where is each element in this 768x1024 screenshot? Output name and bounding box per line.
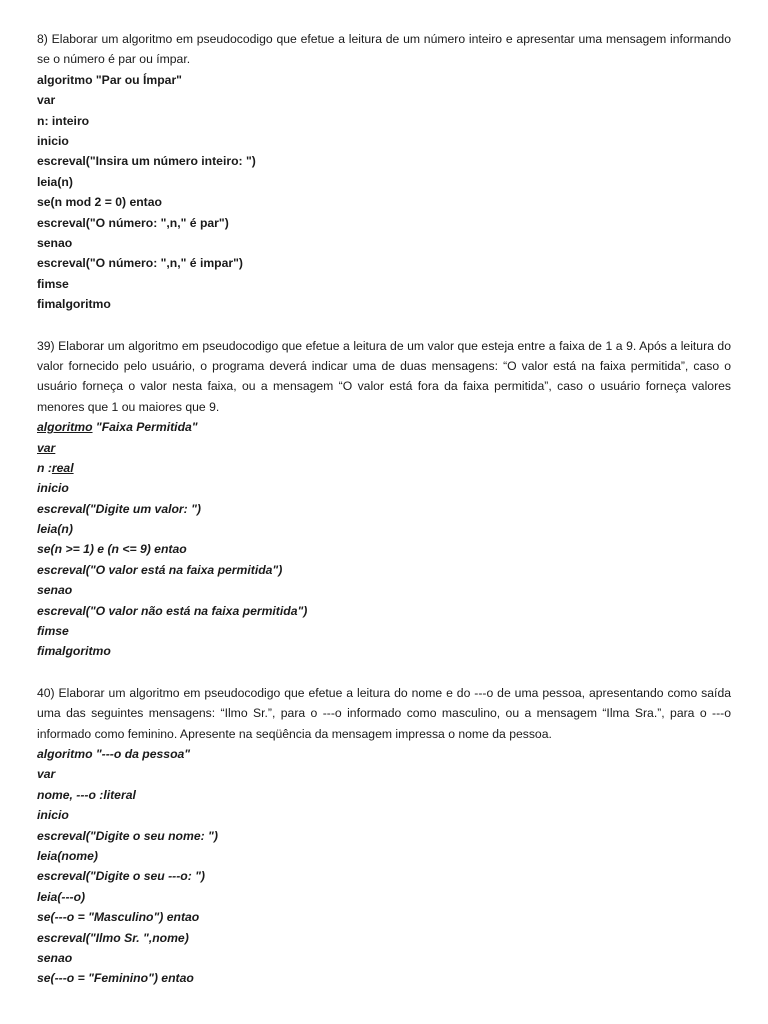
code-line: var bbox=[37, 767, 56, 782]
code-line: se(---o = "Feminino") entao bbox=[37, 971, 194, 986]
code-keyword: var bbox=[37, 440, 56, 455]
code-line: inicio bbox=[37, 808, 69, 823]
code-line: algoritmo "Par ou Ímpar" bbox=[37, 72, 182, 87]
code-line: escreval("O valor está na faixa permitida") bbox=[37, 562, 283, 577]
code-line bbox=[37, 417, 731, 437]
question-8 bbox=[37, 29, 731, 315]
code-line: n: inteiro bbox=[37, 113, 90, 128]
code-line bbox=[37, 438, 731, 458]
code-line: se(n >= 1) e (n <= 9) entao bbox=[37, 542, 187, 557]
code-line: escreval("Digite um valor: ") bbox=[37, 501, 201, 516]
code-line: escreval("Insira um número inteiro: ") bbox=[37, 154, 256, 169]
question-8-statement: 8) Elaborar um algoritmo em pseudocodigo que efetue a leitura de um número inteiro e apresentar uma mensagem informando se o número é par ou ímpar. bbox=[37, 32, 731, 67]
code-line: algoritmo "---o da pessoa" bbox=[37, 747, 191, 762]
section-gap bbox=[37, 315, 731, 336]
code-line: fimalgoritmo bbox=[37, 297, 111, 312]
question-8-code bbox=[37, 70, 731, 315]
code-line: escreval("Digite o seu ---o: ") bbox=[37, 869, 205, 884]
code-line: inicio bbox=[37, 133, 69, 148]
code-line: senao bbox=[37, 583, 73, 598]
question-39-code bbox=[37, 417, 731, 662]
document-page bbox=[37, 29, 731, 989]
code-line: escreval("Ilmo Sr. ",nome) bbox=[37, 930, 189, 945]
code-line: escreval("O número: ",n," é impar") bbox=[37, 256, 243, 271]
code-line: var bbox=[37, 93, 56, 108]
code-line: senao bbox=[37, 235, 73, 250]
question-40-statement: 40) Elaborar um algoritmo em pseudocodigo que efetue a leitura do nome e do ---o de uma pessoa, apresentando como saída uma das seguintes mensagens: “Ilmo Sr.”, para o ---o informado como masculino, ou a mensagem “Ilma Sra.”, para o ---o informado como feminino. Apresente na seqüência da mensagem impressa o nome da pessoa. bbox=[37, 685, 731, 741]
section-gap bbox=[37, 662, 731, 683]
code-line: leia(nome) bbox=[37, 848, 98, 863]
code-line: nome, ---o :literal bbox=[37, 787, 136, 802]
code-line: se(n mod 2 = 0) entao bbox=[37, 195, 162, 210]
code-keyword: algoritmo bbox=[37, 420, 93, 435]
question-40-code bbox=[37, 744, 731, 989]
code-text: "Faixa Permitida" bbox=[92, 420, 198, 435]
code-keyword: real bbox=[51, 460, 74, 475]
code-line: escreval("Digite o seu nome: ") bbox=[37, 828, 218, 843]
code-line: escreval("O número: ",n," é par") bbox=[37, 215, 229, 230]
code-line: fimse bbox=[37, 276, 69, 291]
code-line: fimalgoritmo bbox=[37, 644, 111, 659]
code-line: escreval("O valor não está na faixa permitida") bbox=[37, 603, 308, 618]
code-line: leia(n) bbox=[37, 174, 73, 189]
code-line bbox=[37, 458, 731, 478]
code-text: n : bbox=[37, 460, 52, 475]
code-line: fimse bbox=[37, 624, 69, 639]
code-line: se(---o = "Masculino") entao bbox=[37, 910, 200, 925]
question-39 bbox=[37, 336, 731, 662]
question-39-statement: 39) Elaborar um algoritmo em pseudocodigo que efetue a leitura de um valor que esteja entre a faixa de 1 a 9. Após a leitura do valor fornecido pelo usuário, o programa deverá indicar uma de duas mensagens: “O valor está na faixa permitida”, caso o usuário forneça o valor nesta faixa, ou a mensagem “O valor está fora da faixa permitida”, caso o usuário forneça valores menores que 1 ou maiores que 9. bbox=[37, 338, 731, 414]
question-40 bbox=[37, 683, 731, 989]
code-line: inicio bbox=[37, 481, 69, 496]
code-line: leia(n) bbox=[37, 522, 73, 537]
code-line: senao bbox=[37, 950, 73, 965]
code-line: leia(---o) bbox=[37, 889, 86, 904]
